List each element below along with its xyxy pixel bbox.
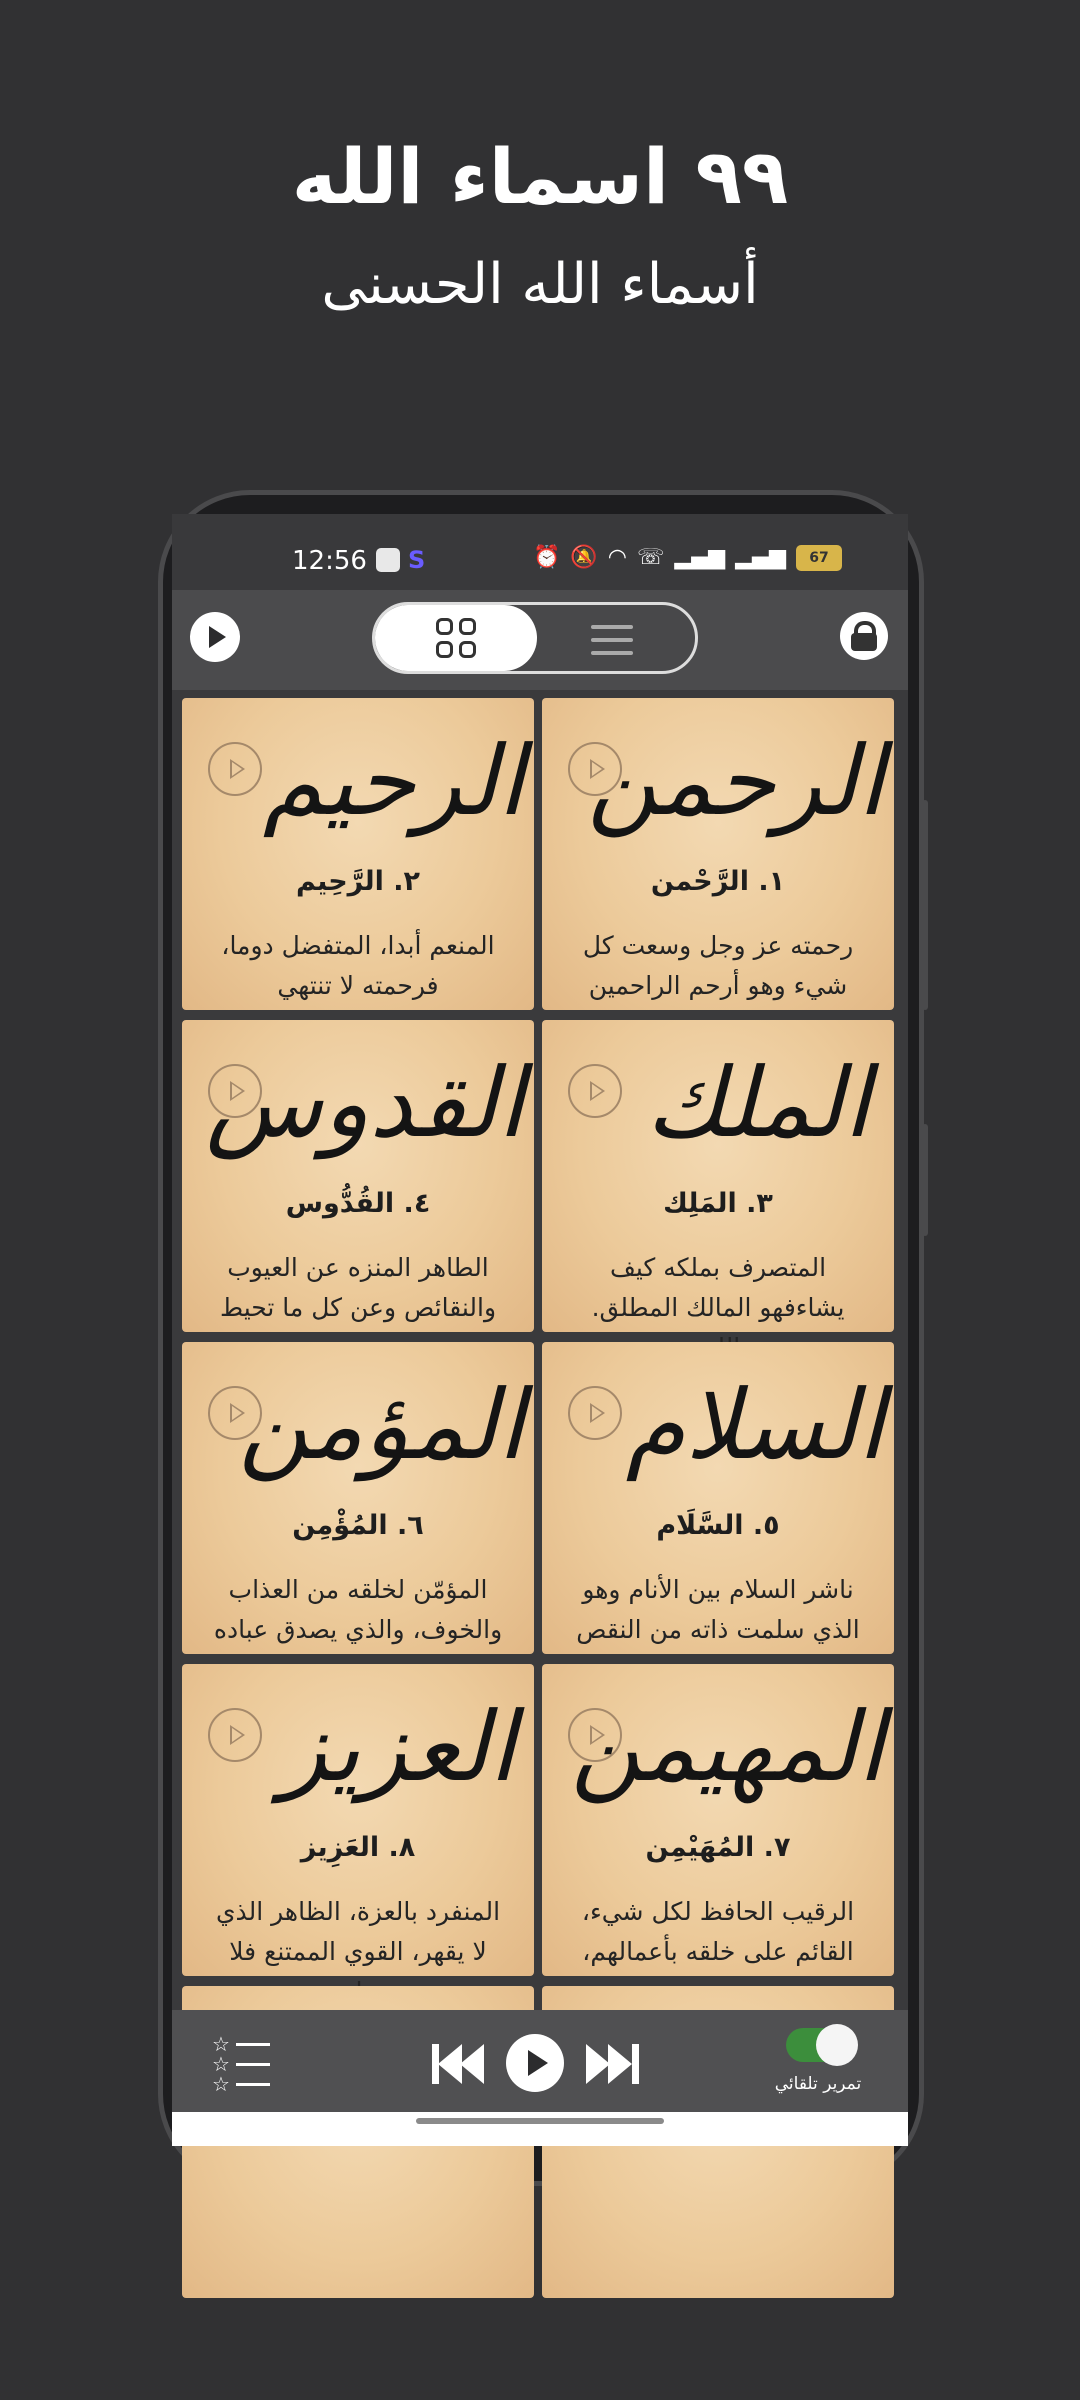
card-play-button[interactable] [568, 1064, 622, 1118]
name-title: ٦. المُؤْمِن [292, 1510, 424, 1541]
home-indicator[interactable] [416, 2118, 664, 2124]
name-title: ٢. الرَّحِيم [296, 866, 420, 897]
toggle-knob [816, 2024, 858, 2066]
name-card[interactable] [182, 1664, 534, 1976]
wifi-icon: ◠ [607, 545, 627, 570]
play-icon [230, 759, 245, 779]
gesture-bar [172, 2112, 908, 2146]
card-play-button[interactable] [208, 1708, 262, 1762]
notification-s-icon: S [408, 546, 426, 574]
status-bar [172, 514, 908, 590]
status-time: 12:56 [292, 546, 367, 576]
card-play-button[interactable] [208, 742, 262, 796]
name-card[interactable] [542, 698, 894, 1010]
lock-button[interactable] [840, 612, 888, 660]
name-card[interactable] [542, 1664, 894, 1976]
name-calligraphy: المؤمن [238, 1369, 524, 1481]
play-icon [230, 1725, 245, 1745]
power-button [922, 1124, 928, 1236]
name-title: ١. الرَّحْمن [650, 866, 786, 897]
name-description: المتصرف بملكه كيف يشاءفهو المالك المطلق. [591, 1253, 845, 1322]
name-description: الرقيب الحافظ لكل شيء، القائم على خلقه بأعمالهم، [581, 1897, 855, 1966]
name-description: المؤمّن لخلقه من العذاب والخوف، والذي يصدق عباده [213, 1575, 503, 1644]
skip-next-button[interactable] [586, 2040, 642, 2086]
grid-icon [436, 618, 476, 658]
names-grid [182, 698, 898, 1988]
play-icon [590, 1403, 605, 1423]
name-calligraphy: الملك [645, 1047, 871, 1159]
name-card[interactable] [182, 698, 534, 1010]
name-calligraphy: العزيز [280, 1691, 516, 1803]
name-calligraphy: السلام [625, 1369, 884, 1481]
name-description: المنعم أبدا، المتفضل دوما، فرحمته لا تنتهي [221, 931, 495, 1000]
name-card[interactable] [542, 1020, 894, 1332]
grid-view-button[interactable] [375, 605, 537, 671]
alarm-icon: ⏰ [532, 545, 561, 570]
name-title: ٨. العَزِيز [300, 1832, 416, 1863]
skip-previous-button[interactable] [432, 2040, 488, 2086]
promo-title: ٩٩ اسماء الله [291, 132, 789, 221]
player-bar [172, 2010, 908, 2112]
name-description: المنفرد بالعزة، الظاهر الذي لا يقهر، القوي الممتنع فلا [215, 1897, 501, 1966]
autoscroll-label: تمرير تلقائي [774, 2074, 862, 2094]
favorites-list-button[interactable]: ☆ ☆ ☆ [212, 2034, 272, 2094]
play-all-button[interactable] [190, 612, 240, 662]
play-button[interactable] [506, 2034, 564, 2092]
name-card[interactable] [182, 1020, 534, 1332]
name-calligraphy: الرحيم [262, 725, 524, 837]
signal-icon: ▂▄▆ [735, 545, 786, 570]
name-description: الطاهر المنزه عن العيوب والنقائص وعن كل ما تحيط [219, 1253, 497, 1322]
view-mode-toggle[interactable] [372, 602, 698, 674]
notification-app-icon [376, 548, 400, 572]
top-toolbar [172, 590, 908, 690]
name-description: رحمته عز وجل وسعت كل شيء وهو أرحم الراحمين [582, 931, 854, 1000]
app-screen [172, 514, 908, 2146]
name-calligraphy: القدوس [205, 1047, 524, 1159]
list-view-button[interactable] [535, 605, 695, 671]
name-description: ناشر السلام بين الأنام وهو الذي سلمت ذاته من النقص [576, 1575, 860, 1644]
name-title: ٥. السَّلَام [656, 1510, 780, 1541]
volume-button [922, 800, 928, 1010]
name-card[interactable] [542, 1342, 894, 1654]
play-icon [590, 1081, 605, 1101]
card-play-button[interactable] [568, 1386, 622, 1440]
name-title: ٤. القُدُّوس [285, 1188, 431, 1219]
name-calligraphy: الرحمن [587, 725, 884, 837]
name-card[interactable] [182, 1342, 534, 1654]
name-calligraphy: المهيمن [570, 1691, 884, 1803]
signal-icon: ▂▄▆ [674, 545, 726, 570]
name-title: ٣. المَلِك [663, 1188, 773, 1219]
list-icon [591, 625, 633, 664]
call-icon: ☏ [636, 545, 665, 570]
autoscroll-toggle[interactable] [786, 2028, 854, 2062]
promo-subtitle: أسماء الله الحسنى [321, 252, 759, 317]
battery-icon: 67 [796, 545, 842, 571]
name-title: ٧. المُهَيْمِن [645, 1832, 791, 1863]
mute-icon: 🔕 [570, 545, 598, 570]
